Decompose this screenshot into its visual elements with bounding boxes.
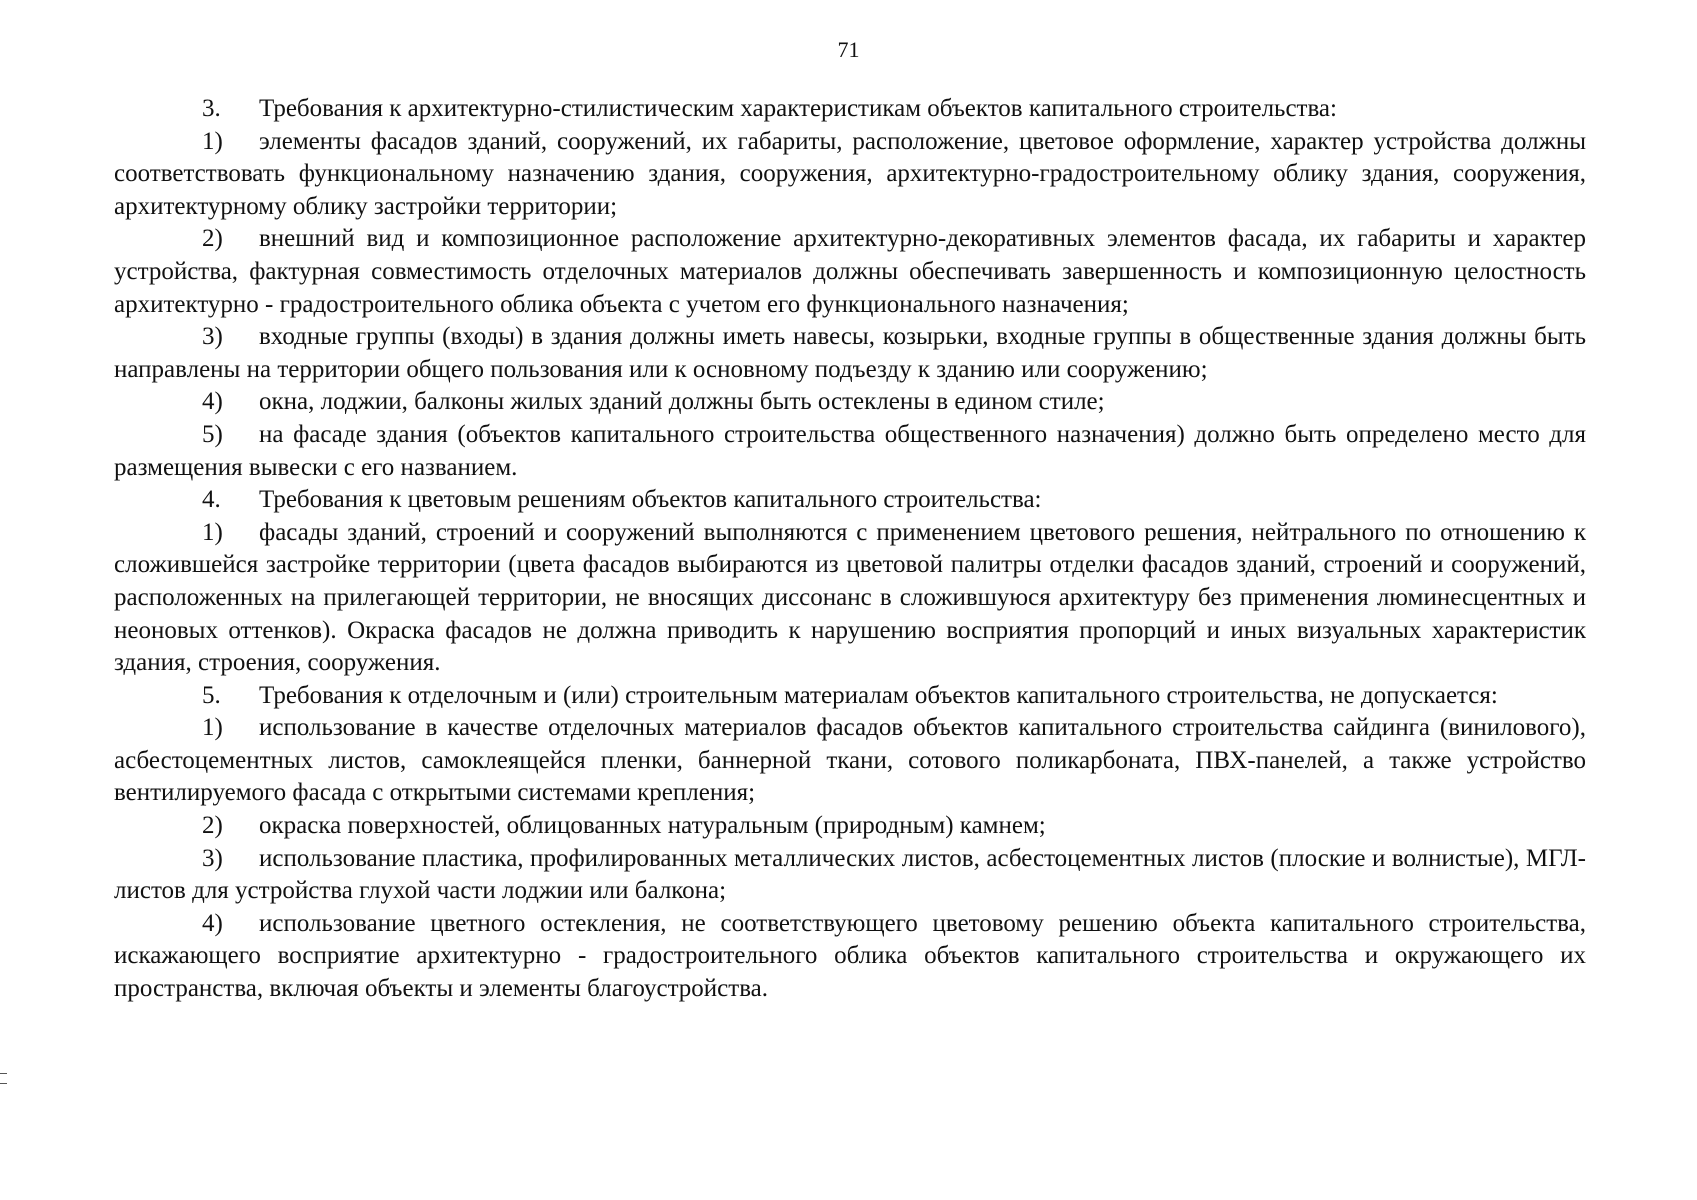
paragraph-5-1 (114, 712, 1586, 810)
paragraph-5 (114, 680, 1586, 713)
paragraph-number: 3) (202, 844, 223, 872)
paragraph-3-5 (114, 419, 1586, 484)
paragraph-4 (114, 484, 1586, 517)
paragraph-text: окна, лоджии, балконы жилых зданий должны быть остеклены в едином стиле; (259, 388, 1105, 416)
paragraph-number: 5) (202, 420, 223, 448)
paragraph-text: внешний вид и композиционное расположение архитектурно-декоративных элементов фасада, их габариты и характер устройства, фактурная совместимость отделочных материалов должны обеспечивать завершенность и композиционную целостность архитектурно - градостроительного облика объекта с учетом его функционального назначения; (114, 225, 1586, 318)
paragraph-text: Требования к архитектурно-стилистическим характеристикам объектов капитального строительства: (259, 95, 1337, 122)
scan-margin-mark (0, 1083, 7, 1084)
paragraph-number: 1) (202, 127, 223, 155)
scan-margin-mark (0, 1073, 7, 1074)
paragraph-number: 5. (202, 681, 221, 709)
paragraph-number: 4) (202, 388, 223, 416)
paragraph-text: Требования к отделочным и (или) строительным материалам объектов капитального строительства, не допускается: (259, 681, 1498, 709)
paragraph-3-2 (114, 223, 1586, 321)
paragraph-3-1 (114, 126, 1586, 224)
paragraph-number: 2) (202, 812, 223, 840)
paragraph-number: 3) (202, 323, 223, 351)
paragraph-text: элементы фасадов зданий, сооружений, их габариты, расположение, цветовое оформление, характер устройства должны соответствовать функциональному назначению здания, сооружения, архитектурно-градостроительному облику здания, сооружения, архитектурному облику застройки территории; (114, 127, 1586, 220)
paragraph-5-3 (114, 843, 1586, 908)
paragraph-text: использование цветного остекления, не соответствующего цветовому решению объекта капитального строительства, искажающего восприятие архитектурно - градостроительного облика объектов капитального строительства и окружающего их пространства, включая объекты и элементы благоустройства. (114, 909, 1586, 1003)
paragraph-5-4 (114, 908, 1586, 1006)
paragraph-text: использование в качестве отделочных материалов фасадов объектов капитального строительства сайдинга (винилового), асбестоцементных листов, самоклеящейся пленки, баннерной ткани, сотового поликарбоната, ПВХ-панелей, а также устройство вентилируемого фасада с открытыми системами крепления; (114, 714, 1586, 807)
paragraph-text: использование пластика, профилированных металлических листов, асбестоцементных листов (плоские и волнистые), МГЛ-листов для устройства глухой части лоджии или балкона; (114, 844, 1586, 905)
paragraph-text: фасады зданий, строений и сооружений выполняются с применением цветового решения, нейтрального по отношению к сложившейся застройке территории (цвета фасадов выбираются из цветовой палитры отделки фасадов зданий, строений и сооружений, расположенных на прилегающей территории, не вносящих диссонанс в сложившуюся архитектуру без применения люминесцентных и неоновых оттенков). Окраска фасадов не должна приводить к нарушению восприятия пропорций и иных визуальных характеристик здания, строения, сооружения. (114, 518, 1586, 677)
page-number: 71 (837, 37, 860, 62)
paragraph-3-3 (114, 321, 1586, 386)
paragraph-number: 3. (202, 95, 221, 122)
document-body (114, 93, 1586, 1006)
paragraph-number: 1) (202, 714, 223, 742)
paragraph-text: на фасаде здания (объектов капитального строительства общественного назначения) должно быть определено место для размещения вывески с его названием. (114, 420, 1586, 481)
paragraph-3-4 (114, 386, 1586, 419)
paragraph-number: 1) (202, 518, 223, 546)
paragraph-number: 4. (202, 486, 221, 514)
paragraph-3 (114, 93, 1586, 126)
paragraph-5-2 (114, 810, 1586, 843)
paragraph-text: Требования к цветовым решениям объектов капитального строительства: (259, 486, 1042, 514)
paragraph-4-1 (114, 517, 1586, 680)
paragraph-text: входные группы (входы) в здания должны иметь навесы, козырьки, входные группы в общественные здания должны быть направлены на территории общего пользования или к основному подъезду к зданию или сооружению; (114, 323, 1586, 383)
paragraph-text: окраска поверхностей, облицованных натуральным (природным) камнем; (259, 812, 1046, 840)
paragraph-number: 2) (202, 225, 223, 253)
paragraph-number: 4) (202, 909, 223, 937)
